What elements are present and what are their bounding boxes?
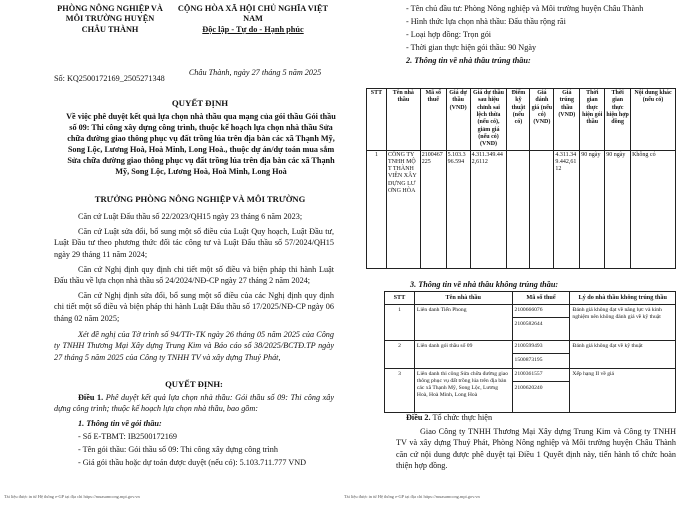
agency-header [50,4,170,35]
winning-bidder-table [366,88,676,269]
table-cell: Đánh giá không đạt về năng lực và kinh nghiệm nên không đánh giá về kỹ thuật [570,304,676,340]
column-header: Mã số thuế [512,292,570,305]
table-cell: Liên danh thi công Sửa chữa đường giao thông phục vụ đất trồng lúa trên địa bàn các xã Thạnh Mỹ, Song Lộc, Lương Hoà, Hoà Minh, Long Hoà [414,368,512,412]
column-header: Giá dự thầu sau hiệu chỉnh sai lệch thừa (nếu có), giảm giá (nếu có) (VND) [470,89,507,151]
column-header: STT [385,292,415,305]
table-cell [512,368,570,412]
table-cell: 1 [367,150,387,268]
section-2-heading: 2. Thông tin về nhà thầu trúng thầu: [406,56,531,65]
tax-code: 2100361557 [514,370,543,377]
tax-code: 2100620240 [513,381,570,392]
legal-basis-paragraph: Căn cứ Luật sửa đổi, bổ sung một số điều của Luật Quy hoạch, Luật Đầu tư, Luật Đầu tư theo phương thức đối tác công tư và Luật Đấu thầu số 57/2024/QH15 ngày 29 tháng 11 năm 2024; [54,227,334,259]
losing-bidders-table [384,291,676,413]
article-2-body: Giao Công ty TNHH Thương Mại Xây dựng Trung Kim và Công ty TNHH TV và xây dựng Thuý Phát, Phòng Nông nghiệp và Môi trường huyện Châu Thành căn cứ nội dung được phê duyệt tại Điều 1 Quyết định này, tiến hành tổ chức hoàn thiện hợp đồng. [396,427,676,471]
agency-line: CHÂU THÀNH [81,24,139,34]
section-1-heading: 1. Thông tin về gói thầu: [78,419,162,428]
table-cell: Đánh giá không đạt về kỹ thuật [570,340,676,368]
tax-code: 2100666076 [514,306,543,313]
column-header: Giá đánh giá (nếu có) (VND) [530,89,554,151]
article-1-label: Điều 1. [78,393,104,402]
column-header: Giá dự thầu (VND) [446,89,470,151]
table-cell: Liên danh gói thầu số 09 [414,340,512,368]
dateline: Châu Thành, ngày 27 tháng 5 năm 2025 [188,68,322,77]
document-subject: Về việc phê duyệt kết quả lựa chọn nhà thầu qua mạng của gói thầu Gói thầu số 09: Thi công xây dựng công trình, thuộc kế hoạch lựa chọn nhà thầu Sửa chữa đường giao thông phục vụ đất trồng lúa trên địa bàn các xã Thạnh Mỹ, Song Lộc, Lương Hoà, Hoà Minh, Long Hoà., thuộc dự án/dự toán mua sắm Sửa chữa đường giao thông phục vụ đất trồng lúa trên địa bàn các xã Thạnh Mỹ, Song Lộc, Lương Hoà, Hoà Minh, Long Hoà [66,112,336,177]
table-cell: 2 [385,340,415,368]
page-2 [340,0,680,507]
table-cell [507,150,530,268]
bullet-item: - Tên chủ đầu tư: Phòng Nông nghiệp và Môi trường huyện Châu Thành [406,4,644,13]
page-footer: Tài liệu được in từ Hệ thống e-GP tại địa chỉ https://muasamcong.mpi.gov.vn [4,494,140,499]
page-footer: Tài liệu được in từ Hệ thống e-GP tại địa chỉ https://muasamcong.mpi.gov.vn [344,494,480,499]
table-cell [512,340,570,368]
issuer-heading: TRƯỞNG PHÒNG NÔNG NGHIỆP VÀ MÔI TRƯỜNG [94,194,306,204]
bullet-item: - Loại hợp đồng: Trọn gói [406,30,492,39]
column-header: Điểm kỹ thuật (nếu có) [507,89,530,151]
table-cell: Liên danh Tiến Phong [414,304,512,340]
table-cell: 4.311.349.442,6112 [470,150,507,268]
document-number: Số: KQ2500172169_2505271348 [54,74,165,83]
table-cell: Không có [631,150,676,268]
tax-code: 2100599493 [514,342,543,349]
article-2-text: Tổ chức thực hiện [430,413,493,422]
table-cell: 90 ngày [605,150,631,268]
article-1 [54,392,334,415]
column-header: Lý do nhà thầu không trúng thầu [570,292,676,305]
article-2 [406,413,492,424]
column-header: Tên nhà thầu [386,89,420,151]
legal-basis-paragraph: Căn cứ Nghị định sửa đổi, bổ sung một số điều của các Nghị định quy định chi tiết một số điều và biện pháp thi hành Luật Đấu thầu số 17/2025/NĐ-CP ngày 06 tháng 02 năm 2025; [54,291,334,323]
table-cell: 90 ngày [580,150,605,268]
column-header: STT [367,89,387,151]
article-2-label: Điều 2. [406,413,431,422]
table-cell: 1 [385,304,415,340]
section-3-heading: 3. Thông tin về nhà thầu không trúng thầu: [410,280,559,289]
bullet-item: - Giá gói thầu hoặc dự toán được duyệt (nếu có): 5.103.711.777 VND [78,458,307,467]
legal-basis-paragraph: Căn cứ Nghị định quy định chi tiết một số điều và biện pháp thi hành Luật Đấu thầu về lựa chọn nhà thầu số 24/2024/NĐ-CP ngày 27 tháng 2 năm 2024; [54,265,334,286]
bullet-item: - Số E-TBMT: IB2500172169 [78,432,177,441]
bullet-item: - Tên gói thầu: Gói thầu số 09: Thi công xây dựng công trình [78,445,278,454]
tax-code: 2100582644 [513,317,570,328]
national-motto: Độc lập - Tự do - Hạnh phúc [202,24,304,34]
bullet-item: - Thời gian thực hiện gói thầu: 90 Ngày [406,43,537,52]
nation-name: CỘNG HÒA XÃ HỘI CHỦ NGHĨA VIỆT NAM [177,4,329,24]
tax-code: 1500873195 [513,353,570,364]
column-header: Thời gian thực hiện hợp đồng [605,89,631,151]
column-header: Thời gian thực hiện gói thầu [580,89,605,151]
table-row [385,304,676,340]
proposal-paragraph: Xét đề nghị của Tờ trình số 94/TTr-TK ngày 26 tháng 05 năm 2025 của Công ty TNHH Thương Mại Xây dựng Trung Kim và Báo cáo số 38/2025/BCTĐ.TP ngày 27 tháng 5 năm 2025 của Công ty TNHH TV và xây dựng Thuý Phát, [54,330,334,362]
table-row [367,150,676,268]
column-header: Tên nhà thầu [414,292,512,305]
table-row [385,368,676,412]
table-cell [530,150,554,268]
table-header-row [385,292,676,305]
nation-header [172,4,334,35]
bullet-item: - Hình thức lựa chọn nhà thầu: Đấu thầu rộng rãi [406,17,566,26]
column-header: Nội dung khác (nếu có) [631,89,676,151]
column-header: Mã số thuế [420,89,446,151]
table-cell: CÔNG TY TNHH MỘT THÀNH VIÊN XÂY DỰNG LƯƠNG HÒA [386,150,420,268]
table-cell: 3 [385,368,415,412]
table-cell: 2100467225 [420,150,446,268]
table-cell: 4.311.349.442,6112 [554,150,580,268]
table-cell: 5.103.396.594 [446,150,470,268]
decision-heading: QUYẾT ĐỊNH: [165,379,223,389]
column-header: Giá trúng thầu (VND) [554,89,580,151]
legal-basis-paragraph: Căn cứ Luật Đấu thầu số 22/2023/QH15 ngày 23 tháng 6 năm 2023; [78,212,303,221]
table-header-row [367,89,676,151]
document-title: QUYẾT ĐỊNH [171,98,229,108]
article-1-text: Phê duyệt kết quả lựa chọn nhà thầu: Gói thầu số 09: Thi công xây dựng công trình; thuộc kế hoạch lựa chọn nhà thầu, bao gồm: [54,393,335,414]
agency-line: PHÒNG NÔNG NGHIỆP VÀ [57,4,163,13]
table-row [385,340,676,368]
table-cell: Xếp hạng II về giá [570,368,676,412]
agency-line: MÔI TRƯỜNG HUYỆN [65,14,155,24]
table-cell [512,304,570,340]
